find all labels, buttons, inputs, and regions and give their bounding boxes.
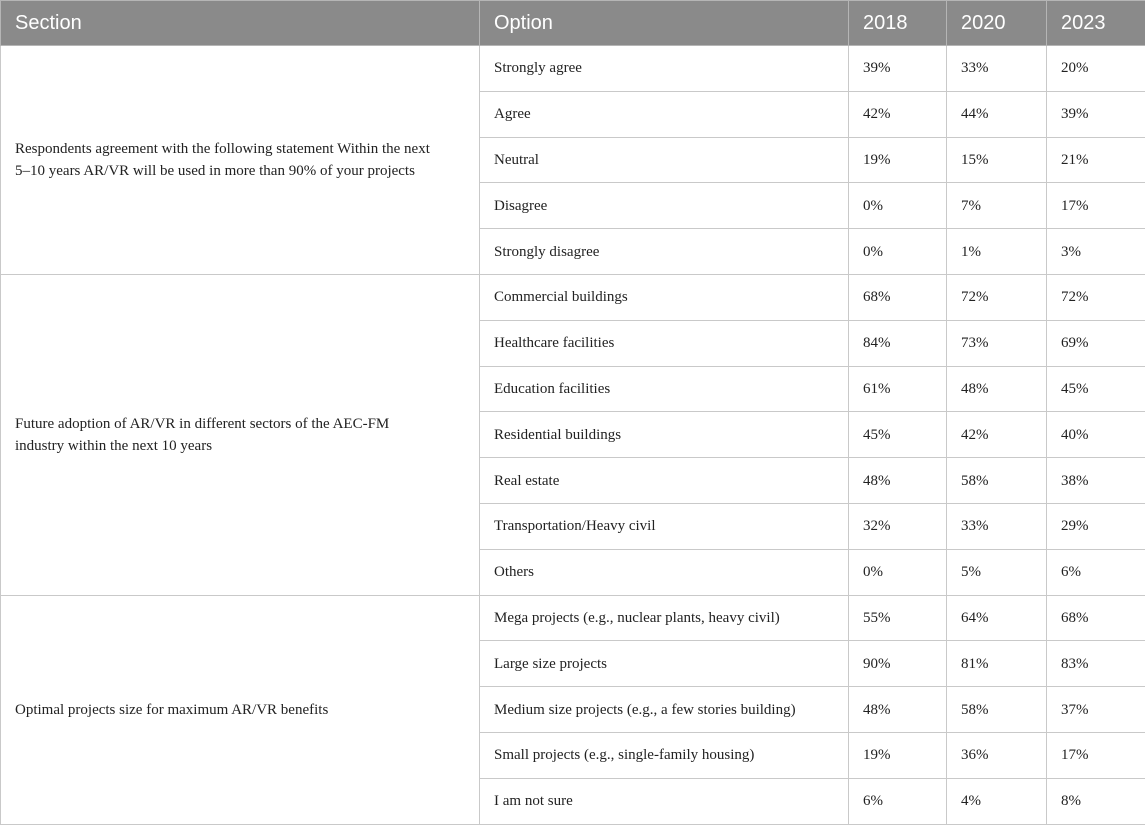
option-cell: Disagree	[480, 183, 849, 229]
value-2018-cell: 0%	[849, 549, 947, 595]
value-2020-cell: 73%	[947, 320, 1047, 366]
value-2018-cell: 6%	[849, 778, 947, 824]
option-cell: Medium size projects (e.g., a few stories building)	[480, 687, 849, 733]
value-2023-cell: 69%	[1047, 320, 1145, 366]
option-cell: Transportation/Heavy civil	[480, 503, 849, 549]
value-2020-cell: 33%	[947, 503, 1047, 549]
value-2020-cell: 1%	[947, 229, 1047, 275]
section-title: Respondents agreement with the following statement Within the next 5–10 years AR/VR will be used in more than 90% of your projects	[1, 46, 480, 275]
value-2023-cell: 72%	[1047, 274, 1145, 320]
header-2018: 2018	[849, 1, 947, 46]
value-2020-cell: 58%	[947, 687, 1047, 733]
value-2020-cell: 7%	[947, 183, 1047, 229]
value-2020-cell: 58%	[947, 458, 1047, 504]
value-2018-cell: 68%	[849, 274, 947, 320]
option-cell: Mega projects (e.g., nuclear plants, heavy civil)	[480, 595, 849, 641]
value-2018-cell: 48%	[849, 458, 947, 504]
value-2023-cell: 38%	[1047, 458, 1145, 504]
value-2020-cell: 44%	[947, 91, 1047, 137]
value-2020-cell: 4%	[947, 778, 1047, 824]
option-cell: I am not sure	[480, 778, 849, 824]
option-cell: Others	[480, 549, 849, 595]
option-cell: Large size projects	[480, 641, 849, 687]
value-2023-cell: 17%	[1047, 183, 1145, 229]
value-2018-cell: 45%	[849, 412, 947, 458]
value-2023-cell: 20%	[1047, 46, 1145, 92]
value-2018-cell: 39%	[849, 46, 947, 92]
option-cell: Residential buildings	[480, 412, 849, 458]
value-2018-cell: 84%	[849, 320, 947, 366]
value-2020-cell: 42%	[947, 412, 1047, 458]
value-2020-cell: 5%	[947, 549, 1047, 595]
option-cell: Real estate	[480, 458, 849, 504]
table-row	[1, 46, 1145, 92]
header-section: Section	[1, 1, 480, 46]
value-2018-cell: 0%	[849, 229, 947, 275]
section-title: Future adoption of AR/VR in different sectors of the AEC-FM industry within the next 10 years	[1, 274, 480, 595]
value-2020-cell: 36%	[947, 732, 1047, 778]
table-row	[1, 274, 1145, 320]
value-2023-cell: 6%	[1047, 549, 1145, 595]
value-2018-cell: 0%	[849, 183, 947, 229]
value-2023-cell: 3%	[1047, 229, 1145, 275]
value-2023-cell: 40%	[1047, 412, 1145, 458]
option-cell: Neutral	[480, 137, 849, 183]
header-2023: 2023	[1047, 1, 1145, 46]
value-2023-cell: 29%	[1047, 503, 1145, 549]
option-cell: Education facilities	[480, 366, 849, 412]
value-2018-cell: 42%	[849, 91, 947, 137]
value-2023-cell: 83%	[1047, 641, 1145, 687]
option-cell: Small projects (e.g., single-family housing)	[480, 732, 849, 778]
value-2023-cell: 39%	[1047, 91, 1145, 137]
option-cell: Strongly agree	[480, 46, 849, 92]
value-2020-cell: 15%	[947, 137, 1047, 183]
option-cell: Healthcare facilities	[480, 320, 849, 366]
header-option: Option	[480, 1, 849, 46]
value-2018-cell: 61%	[849, 366, 947, 412]
table-row	[1, 595, 1145, 641]
option-cell: Commercial buildings	[480, 274, 849, 320]
value-2020-cell: 81%	[947, 641, 1047, 687]
value-2023-cell: 45%	[1047, 366, 1145, 412]
value-2018-cell: 32%	[849, 503, 947, 549]
value-2023-cell: 8%	[1047, 778, 1145, 824]
table-header-row	[1, 1, 1145, 46]
value-2020-cell: 64%	[947, 595, 1047, 641]
value-2018-cell: 90%	[849, 641, 947, 687]
section-title: Optimal projects size for maximum AR/VR benefits	[1, 595, 480, 824]
value-2023-cell: 21%	[1047, 137, 1145, 183]
value-2023-cell: 17%	[1047, 732, 1145, 778]
value-2018-cell: 19%	[849, 137, 947, 183]
value-2020-cell: 33%	[947, 46, 1047, 92]
value-2020-cell: 72%	[947, 274, 1047, 320]
value-2018-cell: 55%	[849, 595, 947, 641]
value-2018-cell: 19%	[849, 732, 947, 778]
value-2023-cell: 68%	[1047, 595, 1145, 641]
value-2018-cell: 48%	[849, 687, 947, 733]
header-2020: 2020	[947, 1, 1047, 46]
option-cell: Strongly disagree	[480, 229, 849, 275]
value-2020-cell: 48%	[947, 366, 1047, 412]
option-cell: Agree	[480, 91, 849, 137]
value-2023-cell: 37%	[1047, 687, 1145, 733]
